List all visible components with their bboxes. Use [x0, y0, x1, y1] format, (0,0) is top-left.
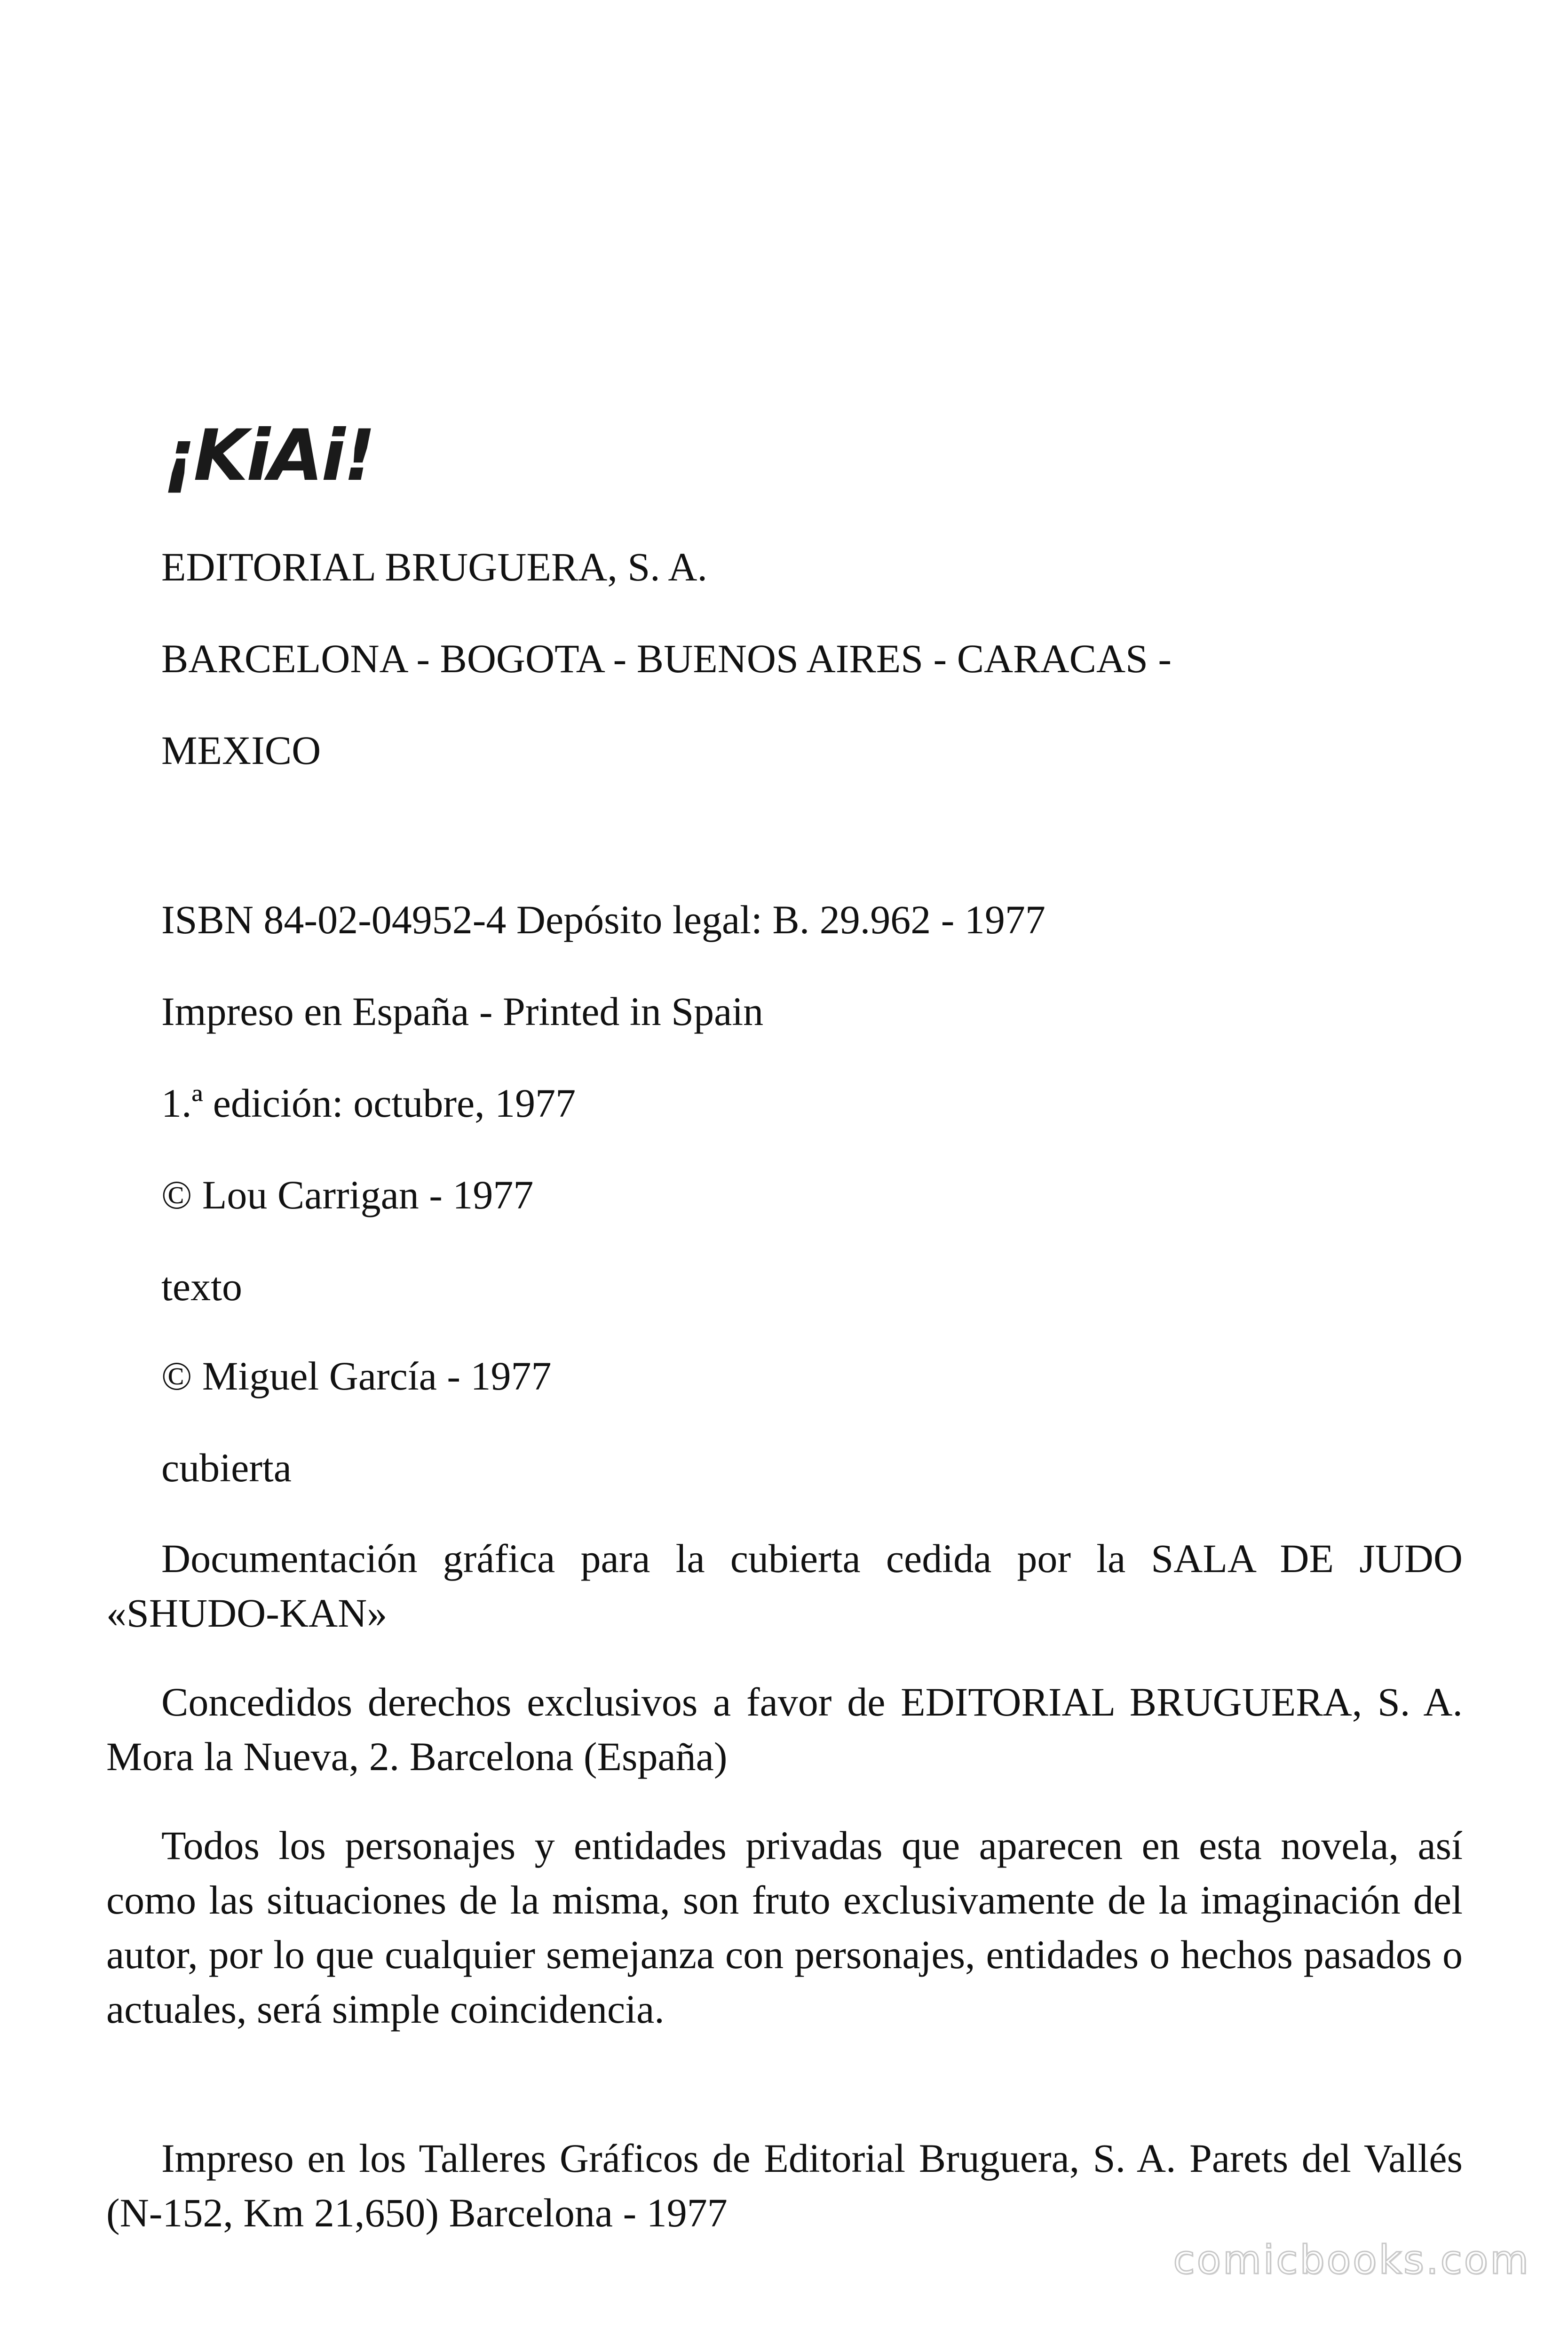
watermark: comicbooks.com: [1173, 2237, 1530, 2283]
edition-line: 1.ª edición: octubre, 1977: [161, 1081, 576, 1126]
cover-copyright-label: cubierta: [161, 1445, 292, 1490]
cover-copyright: © Miguel García - 1977: [161, 1353, 552, 1398]
text-copyright: © Lou Carrigan - 1977: [161, 1172, 534, 1217]
documentation-paragraph: Documentación gráfica para la cubierta cedida por la SALA DE JUDO «SHUDO-KAN»: [106, 1536, 1463, 1636]
publisher-cities: BARCELONA - BOGOTA - BUENOS AIRES - CARACAS -: [161, 636, 1172, 681]
isbn-deposit-line: ISBN 84-02-04952-4 Depósito legal: B. 29.962 - 1977: [161, 897, 1045, 942]
text-copyright-label: texto: [161, 1264, 242, 1309]
rights-paragraph: Concedidos derechos exclusivos a favor de EDITORIAL BRUGUERA, S. A. Mora la Nueva, 2. Barcelona (España): [106, 1679, 1463, 1779]
printer-paragraph: Impreso en los Talleres Gráficos de Editorial Bruguera, S. A. Parets del Vallés (N-152, Km 21,650) Barcelona - 1977: [106, 2136, 1463, 2235]
kiai-logo-graphic: [161, 400, 374, 503]
publisher-name: EDITORIAL BRUGUERA, S. A.: [161, 544, 708, 589]
publisher-cities-continued: MEXICO: [161, 728, 321, 773]
disclaimer-paragraph: Todos los personajes y entidades privadas que aparecen en esta novela, así como las situaciones de la misma, son fruto exclusivamente de la imaginación del autor, por lo que cualquier semejanza con personajes, entidades o hechos pasados o actuales, será simple coincidencia.: [106, 1823, 1463, 2032]
printed-in-line: Impreso en España - Printed in Spain: [161, 989, 764, 1034]
kiai-logo: [161, 400, 374, 503]
kiai-logo-text: ¡KiAi!: [163, 415, 374, 497]
